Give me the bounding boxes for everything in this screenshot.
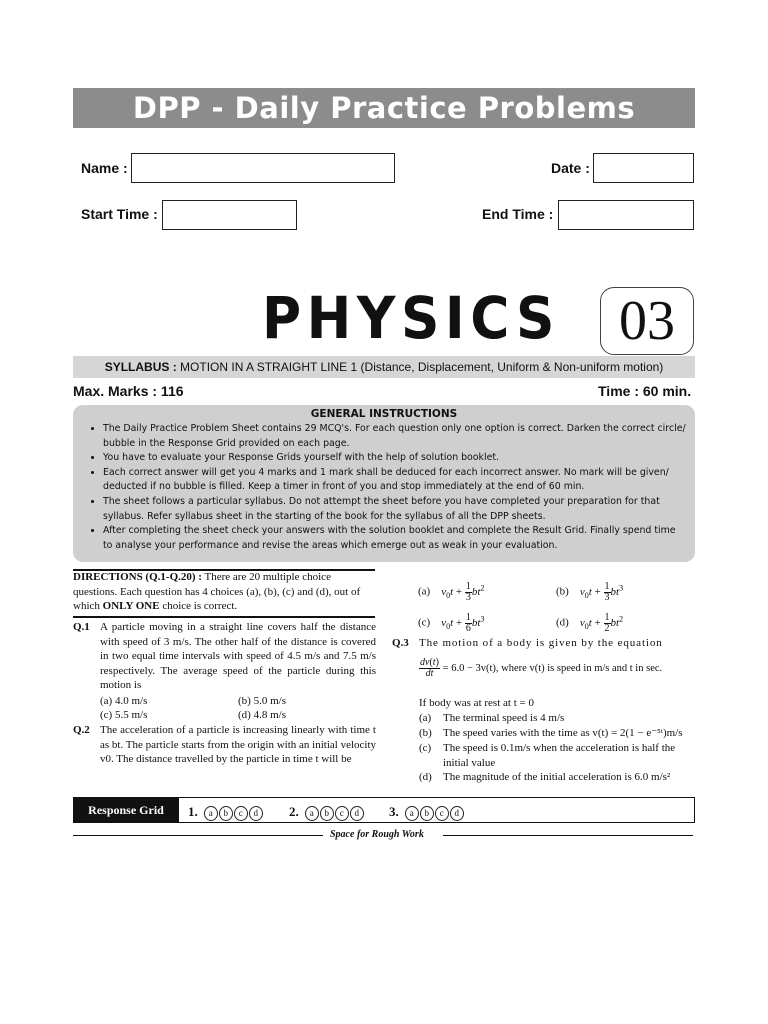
max-marks: Max. Marks : 116 [73,383,184,399]
option-b[interactable]: (b) 5.0 m/s [238,695,286,707]
bubble-a[interactable]: a [305,806,319,821]
option-a[interactable] [418,581,484,603]
instruction-item: • Each correct answer will get you 4 marks and 1 mark shall be deduced for each incorrect answer. No mark will be given/ deducted if no bubble is filled. Keep a timer in front of you and stop immediately at the end of 60 min. [103,466,687,495]
option-expression: $v_0t$ + $\frac{1}{3}$ $bt^3$ [579,580,624,603]
option-b[interactable]: The speed varies with the time as v(t) = 2(1 − e⁻⁵ᵗ)m/s [443,727,683,739]
sheet-number: 03 [600,287,694,355]
option-d[interactable] [556,612,623,634]
option-label: (c) [419,742,432,754]
option-b[interactable] [556,581,623,603]
name-field[interactable] [131,153,395,183]
response-grid-q3 [389,801,465,821]
grid-question-number: 2. [289,804,299,819]
option-label: (a) [419,712,432,724]
syllabus-text: MOTION IN A STRAIGHT LINE 1 (Distance, Displacement, Uniform & Non-uniform motion) [180,360,664,374]
bubble-d[interactable]: d [450,806,464,821]
bubble-c[interactable]: c [234,806,248,821]
option-label: (c) [418,616,431,629]
grid-question-number: 1. [188,804,198,819]
bubble-b[interactable]: b [420,806,434,821]
directions-text-end: choice is correct. [159,600,238,612]
date-field[interactable] [593,153,694,183]
question-condition: If body was at rest at t = 0 [419,697,534,709]
general-instructions [73,405,695,562]
subject-title: PHYSICS [262,284,560,352]
grid-question-number: 3. [389,804,399,819]
start-time-field[interactable] [162,200,297,230]
time-limit: Time : 60 min. [598,383,692,399]
question-text: The acceleration of a particle is increasing linearly with time t as bt. The particle starts from the origin with an initial velocity v0. The distance travelled by the particle in time t will be [100,724,376,765]
derivative-fraction: $\frac{dv(t)}{dt}$ [420,657,439,679]
instructions-list [73,422,695,553]
instruction-item: • After completing the sheet check your answers with the solution booklet and complete the Result Grid. Finally spend time to analyse your performance and revise the areas which emerge out as weak in your evaluation. [103,524,687,553]
bubble-a[interactable]: a [405,806,419,821]
bubble-d[interactable]: d [249,806,263,821]
start-time-label: Start Time : [81,206,158,222]
option-label: (d) [419,771,432,783]
date-label: Date : [551,160,590,176]
bubble-a[interactable]: a [204,806,218,821]
option-d[interactable]: The magnitude of the initial acceleration is 6.0 m/s² [443,771,671,783]
option-c[interactable]: (c) 5.5 m/s [100,709,148,721]
syllabus-bar [73,356,695,378]
directions-lead: DIRECTIONS (Q.1-Q.20) : [73,571,202,583]
instruction-item: • You have to evaluate your Response Grids yourself with the help of solution booklet. [103,451,687,466]
equation-tail: = 6.0 − 3v(t), where v(t) is speed in m/s and t in sec. [442,663,663,675]
directions-text: There are 20 multiple choice questions. Each question has 4 choices (a), (b), (c) and (d), out of which [73,571,361,612]
bubble-b[interactable]: b [219,806,233,821]
response-grid-q1 [188,801,264,821]
footer-rule-left [73,835,323,836]
page-title: DPP - Daily Practice Problems [73,88,695,128]
instructions-heading: GENERAL INSTRUCTIONS [310,408,458,420]
end-time-field[interactable] [558,200,694,230]
directions-bottom-rule [73,616,375,618]
name-label: Name : [81,160,128,176]
option-c[interactable] [418,612,484,634]
bubble-c[interactable]: c [335,806,349,821]
directions-bold: ONLY ONE [102,600,160,612]
question-text: The motion of a body is given by the equation [419,637,663,649]
instruction-item: • The sheet follows a particular syllabus. Do not attempt the sheet before you have completed your preparation for that syllabus. Refer syllabus sheet in the starting of the book for the syllabus of all the DPP sheets. [103,495,687,524]
option-expression: $v_0t$ + $\frac{1}{2}$ $bt^2$ [579,611,624,634]
directions [73,570,375,614]
bubble-b[interactable]: b [320,806,334,821]
option-label: (b) [419,727,432,739]
option-label: (a) [418,585,431,598]
option-expression: $v_0t$ + $\frac{1}{3}$ $bt^2$ [441,580,485,603]
option-expression: $v_0t$ + $\frac{1}{6}$ $bt^3$ [441,611,485,634]
option-a[interactable]: The terminal speed is 4 m/s [443,712,565,724]
option-d[interactable]: (d) 4.8 m/s [238,709,286,721]
instruction-item: • The Daily Practice Problem Sheet contains 29 MCQ's. For each question only one option is correct. Darken the correct circle/ bubble in the Response Grid provided on each page. [103,422,687,451]
question-equation [419,658,662,679]
question-number: Q.1 [73,621,90,633]
footer-rule-right [443,835,693,836]
bubble-c[interactable]: c [435,806,449,821]
question-number: Q.3 [392,637,409,649]
end-time-label: End Time : [482,206,554,222]
syllabus-prefix: SYLLABUS : [104,360,177,374]
question-text: A particle moving in a straight line covers half the distance with speed of 3 m/s. The other half of the distance is covered in two equal time intervals with speed of 4.5 m/s and 7.5 m/s respectively. The average speed of the particle during this motion is [100,621,376,691]
response-grid-label: Response Grid [73,797,179,823]
response-grid-q2 [289,801,365,821]
bubble-d[interactable]: d [350,806,364,821]
option-label: (d) [556,616,569,629]
option-c[interactable]: The speed is 0.1m/s when the acceleration is half the initial value [443,742,676,769]
option-a[interactable]: (a) 4.0 m/s [100,695,148,707]
rough-work-label: Space for Rough Work [330,829,424,840]
question-number: Q.2 [73,724,90,736]
option-label: (b) [556,585,569,598]
